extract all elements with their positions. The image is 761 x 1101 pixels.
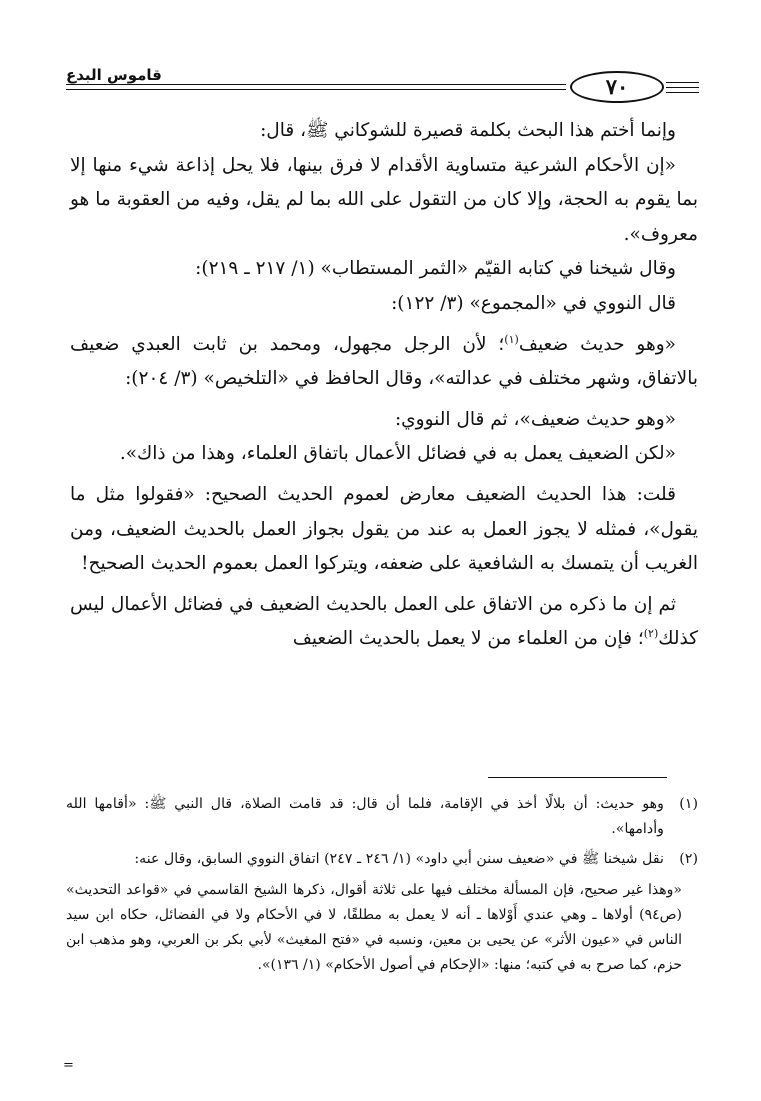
- page-header: [66, 60, 699, 102]
- footnote-text: وهو حديث: أن بلالًا أخذ في الإقامة، فلما أن قال: قد قامت الصلاة، قال النبي ﷺ: «أقامها الله وأدامها».: [66, 796, 664, 837]
- footnote-ref[interactable]: (١): [504, 332, 519, 346]
- paragraph: قال النووي في «المجموع» (٣/ ١٢٢):: [391, 292, 676, 314]
- margin-mark: =: [63, 1058, 74, 1073]
- paragraph-text: ؛ فإن من العلماء من لا يعمل بالحديث الضعيف: [292, 628, 644, 650]
- main-text: [70, 114, 698, 657]
- paragraph: وقال شيخنا في كتابه القيّم «الثمر المستطاب» (١/ ٢١٧ ـ ٢١٩):: [195, 258, 676, 280]
- paragraph-text: ؛ لأن الرجل مجهول، ومحمد بن ثابت العبدي ضعيف بالاتفاق، وشهر مختلف في عدالته»، وقال الحافظ في «التلخيص» (٣/ ٢٠٤):: [70, 333, 698, 390]
- page-number: ٧٠: [570, 71, 664, 103]
- paragraph: [70, 328, 698, 397]
- paragraph: [70, 588, 698, 657]
- footnotes: [66, 792, 698, 978]
- paragraph: وإنما أختم هذا البحث بكلمة قصيرة للشوكاني ﷺ، قال:: [260, 120, 676, 141]
- paragraph: «وهو حديث ضعيف»، ثم قال النووي:: [394, 408, 676, 430]
- footnote-number: (٢): [679, 851, 698, 867]
- paragraph-text: ثم إن ما ذكره من الاتفاق على العمل بالحديث الضعيف في فضائل الأعمال ليس كذلك: [70, 593, 698, 650]
- header-ornament: [666, 87, 699, 88]
- header-rule: [66, 89, 566, 90]
- paragraph-text: «وهو حديث ضعيف: [518, 333, 676, 355]
- header-ornament: [666, 92, 699, 93]
- paragraph: «إن الأحكام الشرعية متساوية الأقدام لا فرق بينها، فلا يحل إذاعة شيء منها إلا بما يقوم به الحجة، وإلا كان من التقول على الله بما لم يقل، وفيه من العقوبة ما هو معروف».: [70, 154, 698, 245]
- footnote-number: (١): [679, 796, 698, 812]
- footnote-quote: «وهذا غير صحيح، فإن المسألة مختلف فيها على ثلاثة أقوال، ذكرها الشيخ القاسمي في «قواعد التحديث» (ص٩٤) أولاها ـ وهي عندي أَوْلاها ـ أنه لا يعمل به مطلقًا، لا في الأحكام ولا في الفضائل، حكاه ابن سيد الناس في «عيون الأثر» عن يحيى بن معين، ونسبه في «فتح المغيث» لأبي بكر بن العربي، وهو مذهب ابن حزم، كما صرح به في كتبه؛ منها: «الإحكام في أصول الأحكام» (١/ ١٣٦)».: [66, 881, 682, 973]
- footnote: [66, 792, 698, 841]
- header-rule: [66, 84, 566, 85]
- paragraph: «لكن الضعيف يعمل به في فضائل الأعمال باتفاق العلماء، وهذا من ذاك».: [119, 443, 676, 465]
- paragraph: قلت: هذا الحديث الضعيف معارض لعموم الحديث الصحيح: «فقولوا مثل ما يقول»، فمثله لا يجوز العمل به عند من يقول بجواز العمل بالحديث الضعيف، ومن الغريب أن يتمسك به الشافعية على ضعفه، ويتركوا العمل بعموم الحديث الصحيح!: [70, 483, 698, 575]
- footnote: [66, 847, 698, 872]
- footnote-ref[interactable]: (٢): [643, 627, 659, 641]
- header-ornament: [666, 82, 699, 83]
- footnote-separator: [488, 777, 667, 778]
- footnote-text: نقل شيخنا ﷺ في «ضعيف سنن أبي داود» (١/ ٢٤٦ ـ ٢٤٧) اتفاق النووي السابق، وقال عنه:: [134, 851, 664, 867]
- book-title: قاموس البدع: [66, 66, 162, 84]
